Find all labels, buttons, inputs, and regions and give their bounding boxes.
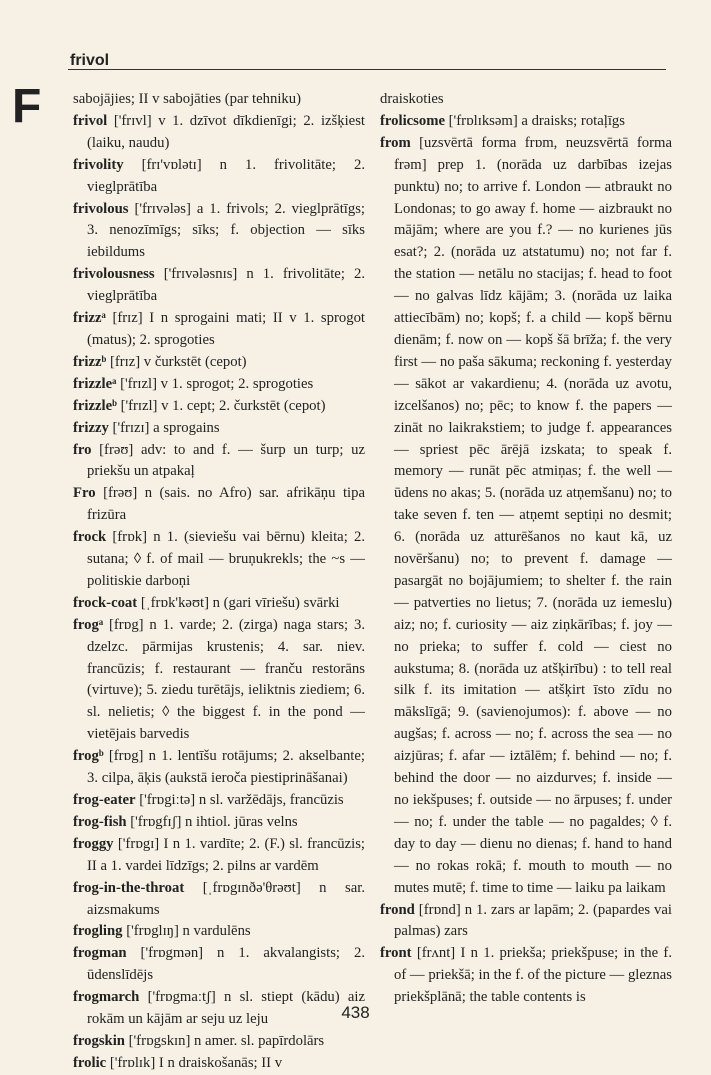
dictionary-entry — [73, 483, 365, 527]
dictionary-entry — [73, 746, 365, 790]
page-guide-word: frivol — [70, 52, 110, 69]
entry-definition: [frɒk] n 1. (sieviešu vai bērnu) kleita; 2. sutana; ◊ f. of mail — bruņukrekls; the ~s — politiskie darboņi — [87, 529, 365, 589]
entry-definition: [ˌfrɒgɪnðə'θrəʊt] n sar. aizsmakums — [87, 879, 365, 918]
section-letter: F — [12, 80, 42, 133]
entry-headword: frog-in-the-throat — [73, 879, 185, 896]
dictionary-entry — [73, 615, 365, 746]
entry-headword: frog-fish — [73, 813, 127, 830]
dictionary-entry — [73, 374, 365, 396]
dictionary-entry — [73, 352, 365, 374]
entry-definition: ['frɒgiːtə] n sl. varžēdājs, francūzis — [135, 792, 344, 808]
dictionary-entry — [73, 790, 365, 812]
header-rule — [68, 69, 666, 70]
entry-definition: [uzsvērtā forma frɒm, neuzsvērtā forma frəm] prep 1. (norāda uz darbības izejas punktu) no; to arrive f. London — atbraukt no Londonas; to go away f. home — aizbraukt no mājām; where are you f.? — no kurienes jūs esat?; 2. (norāda uz atstatumu) no; not far f. the station — netālu no stacijas; f. head to foot — no galvas līdz kājām; 3. (norāda uz laika attiecībām) no; kopš; f. a child — kopš bērnu dienām; f. now on — kopš šā brīža; f. the very first — no paša sākuma; reckoning f. yesterday — sākot ar vakardienu; 4. (norāda uz avotu, izcelšanos) no; pēc; to know f. the papers — zināt no laikrakstiem; to judge f. appearances — spriest pēc ārējā izskata; to speak f. memory — runāt pēc atmiņas; f. the well — ūdens no akas; 5. (norāda uz atņemšanu) no; to take seven f. ten — atņemt septiņi no desmit; 6. (norāda uz atturēšanos no kaut kā, uz novēršanu) no; to prevent f. damage — pasargāt no bojājumiem; to shelter f. the rain — patverties no lietus; 7. (norāda uz iemeslu) aiz; no; f. curiosity — aiz ziņkārības; f. joy — no prieka; to suffer f. cold — ciest no aukstuma; 8. (norāda uz atšķirību) : to tell real silk f. its imitation — atšķirt īsto zīdu no mākslīgā; 9. (savienojumos): f. above — no augšas; f. across — no; f. across the sea — no aizjūras; f. afar — iztālēm; f. behind — no; f. behind the door — no aizdurves; f. inside — no iekšpuses; f. outside — no ārpuses; f. under — no; f. under the table — no pagaldes; ◊ f. day to day — dienu no dienas; f. hand to hand — no rokas rokā; f. mouth to mouth — no mutes mutē; f. time to time — laiku pa laikam — [394, 134, 672, 896]
entry-headword: frogᵇ — [73, 748, 104, 765]
entry-definition: [frɒg] n 1. varde; 2. (zirga) naga stars; 3. dzelzc. pārmijas krustenis; 4. sar. niev. francūzis; f. restaurant — franču restorāns (virtuve); 5. ziedu turētājs, ieliktnis ziediem; 6. sl. nelietis; ◊ the biggest f. in the pond — vietējais barvedis — [87, 616, 365, 743]
entry-definition: [frɒg] n 1. lentīšu rotājums; 2. akselbante; 3. cilpa, āķis (aukstā ieroča piestiprināšanai) — [87, 748, 365, 787]
entry-definition: ['frɪzɪ] a sprogains — [108, 419, 220, 436]
entry-definition: [frəʊ] n (sais. no Afro) sar. afrikāņu tipa frizūra — [87, 485, 365, 524]
entry-definition: [ˌfrɒk'kəʊt] n (gari vīriešu) svārki — [137, 594, 340, 611]
entry-headword: frogᵃ — [73, 616, 104, 633]
entry-definition: ['frɪvələs] a 1. frivols; 2. vieglprātīgs; 3. nenozīmīgs; sīks; f. objection — sīks iebildums — [87, 200, 365, 261]
entry-headword: frivolousness — [73, 266, 155, 283]
dictionary-entry: draiskoties — [380, 91, 444, 107]
dictionary-entry — [73, 921, 365, 943]
entry-headword: frizzᵇ — [73, 353, 107, 370]
entry-headword: frizzᵃ — [73, 310, 106, 327]
entry-definition: ['frɒlɪk] I n draiskošanās; II v — [106, 1054, 283, 1071]
entry-headword: frogman — [73, 945, 127, 962]
dictionary-entry — [73, 878, 365, 922]
entry-headword: frolic — [73, 1054, 107, 1071]
entry-definition: ['frɒglɪŋ] n vardulēns — [122, 923, 251, 940]
dictionary-entry — [73, 440, 365, 484]
entry-headword: from — [380, 134, 411, 151]
dictionary-entry — [73, 834, 365, 878]
entry-definition: [frʌnt] I n 1. priekša; priekšpuse; in the f. of — priekšā; in the f. of the picture — gleznas priekšplānā; the table contents is — [394, 945, 672, 1006]
entry-headword: frock-coat — [73, 594, 138, 611]
entry-headword: froggy — [73, 835, 114, 852]
entry-headword: frivolous — [73, 200, 129, 217]
dictionary-entry: sabojājies; II v sabojāties (par tehniku) — [73, 91, 301, 107]
left-column — [73, 89, 365, 1075]
entry-definition: ['frɒgfɪʃ] n ihtiol. jūras velns — [126, 813, 298, 830]
entry-definition: ['frɪvl] v 1. dzīvot dīkdienīgi; 2. izšķiest (laiku, naudu) — [87, 112, 365, 151]
dictionary-entry — [73, 1031, 365, 1053]
dictionary-entry — [380, 133, 672, 900]
dictionary-entry — [380, 900, 672, 944]
entry-headword: frizzleᵃ — [73, 375, 117, 392]
entry-definition: ['frɪzl] v 1. sprogot; 2. sprogoties — [116, 375, 314, 392]
entry-headword: frogling — [73, 923, 123, 940]
entry-definition: ['frɒlɪksəm] a draisks; rotaļīgs — [444, 112, 625, 129]
entry-headword: frolicsome — [380, 112, 445, 129]
entry-headword: frock — [73, 529, 107, 546]
dictionary-entry — [73, 155, 365, 199]
page-number: 438 — [341, 1003, 370, 1022]
dictionary-entry — [73, 812, 365, 834]
entry-headword: Fro — [73, 485, 96, 502]
dictionary-entry — [73, 199, 365, 265]
entry-definition: ['frɒgmaːtʃ] n sl. stiept (kādu) aiz rokām un kājām ar seju uz leju — [87, 989, 365, 1028]
right-column — [380, 89, 672, 1009]
entry-headword: frivolity — [73, 156, 124, 173]
entry-headword: fro — [73, 441, 92, 458]
entry-definition: [frɪz] v čurkstēt (cepot) — [106, 353, 247, 370]
entry-headword: frond — [380, 901, 415, 918]
entry-definition: ['frɒgmən] n 1. akvalangists; 2. ūdenslīdējs — [87, 945, 365, 984]
entry-headword: frogskin — [73, 1032, 125, 1049]
entry-definition: [frɪ'vɒlətɪ] n 1. frivolitāte; 2. vieglprātība — [87, 156, 365, 195]
entry-definition: [frɪz] I n sprogaini mati; II v 1. sprogot (matus); 2. sprogoties — [87, 310, 365, 348]
dictionary-entry — [73, 264, 365, 308]
entry-definition: ['frɪzl] v 1. cept; 2. čurkstēt (cepot) — [116, 397, 326, 414]
entry-definition: ['frɪvələsnɪs] n 1. frivolitāte; 2. vieglprātība — [87, 266, 365, 305]
dictionary-entry — [73, 396, 365, 418]
entry-definition: ['frɒgskɪn] n amer. sl. papīrdolārs — [124, 1032, 325, 1049]
entry-headword: front — [380, 945, 412, 962]
dictionary-entry — [73, 111, 365, 155]
entry-headword: frizzy — [73, 419, 109, 436]
dictionary-entry — [380, 943, 672, 1009]
entry-definition: [frɒnd] n 1. zars ar lapām; 2. (papardes vai palmas) zars — [394, 901, 672, 940]
entry-headword: frizzleᵇ — [73, 397, 117, 414]
dictionary-entry — [380, 111, 672, 133]
dictionary-entry — [73, 593, 365, 615]
dictionary-entry — [73, 527, 365, 593]
dictionary-entry — [73, 418, 365, 440]
entry-definition: [frəʊ] adv: to and f. — šurp un turp; uz priekšu un atpakaļ — [87, 441, 365, 480]
entry-definition: ['frɒgɪ] I n 1. vardīte; 2. (F.) sl. francūzis; II a 1. vardei līdzīgs; 2. pilns ar vardēm — [87, 835, 365, 874]
dictionary-entry — [73, 943, 365, 987]
entry-headword: frivol — [73, 112, 108, 129]
entry-headword: frog-eater — [73, 792, 136, 808]
entry-headword: frogmarch — [73, 989, 140, 1006]
dictionary-entry — [73, 308, 365, 352]
dictionary-entry — [73, 1053, 365, 1075]
